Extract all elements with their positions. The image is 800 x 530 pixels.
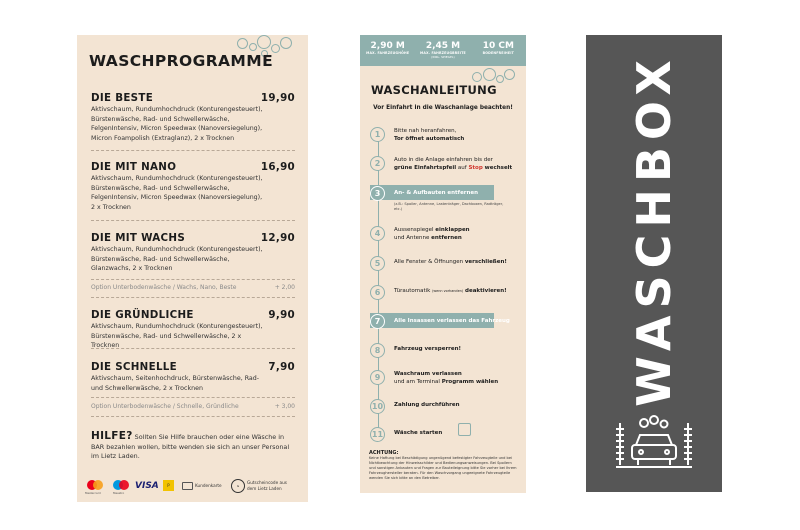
step-line: Alle Fenster & Öffnungen xyxy=(394,259,465,265)
step-number: 4 xyxy=(370,226,385,241)
step-text xyxy=(394,288,519,296)
thumbs-up-icon xyxy=(458,423,471,436)
step-number: 2 xyxy=(370,156,385,171)
program-price: 16,90 xyxy=(260,161,295,173)
program-item xyxy=(91,361,295,393)
card-icon xyxy=(182,482,193,490)
dimension-value: 10 CM xyxy=(482,41,514,51)
dimension-sub: (INKL. SPIEGEL) xyxy=(431,55,455,59)
step-number: 11 xyxy=(370,427,385,442)
step-text: Fahrzeug versperren! xyxy=(394,346,462,352)
programs-panel xyxy=(77,35,308,502)
kundenkarte-label: Kundenkarte xyxy=(195,483,222,488)
step-number: 5 xyxy=(370,256,385,271)
step-item xyxy=(370,370,520,386)
program-name: DIE GRÜNDLICHE xyxy=(91,309,194,321)
mastercard-label: Mastercard xyxy=(85,491,101,495)
program-price: 19,90 xyxy=(260,92,295,104)
program-name: DIE MIT WACHS xyxy=(91,232,186,244)
option-label: Option Unterbodenwäsche / Schnelle, Gründliche xyxy=(91,403,239,410)
program-name: DIE BESTE xyxy=(91,92,154,104)
car-wash-logo-icon xyxy=(614,415,694,475)
voucher-label: Gutscheincode aus dem Lietz Laden xyxy=(247,480,287,491)
program-description: Aktivschaum, Seitenhochdruck, Bürstenwäsche, Rad- und Schwellerwäsche, 2 x Trocknen xyxy=(91,375,260,392)
step-line: Bitte nah heranfahren, xyxy=(394,128,457,134)
step-line: und Antenne xyxy=(394,234,432,241)
program-name: DIE SCHNELLE xyxy=(91,361,177,373)
maestro-icon xyxy=(113,480,129,490)
step-line-bold: einklappen xyxy=(435,227,470,233)
step-item xyxy=(370,156,520,172)
steps-line xyxy=(378,130,379,435)
step-line: auf xyxy=(456,164,469,171)
step-number: 1 xyxy=(370,127,385,142)
visa-logo: VISA xyxy=(135,481,159,491)
step-number: 10 xyxy=(370,399,385,414)
mastercard-icon xyxy=(87,480,103,490)
stop-text: Stop xyxy=(468,164,483,171)
step-item-highlight xyxy=(370,186,520,211)
dimension-value: 2,90 M xyxy=(370,41,405,51)
program-description: Aktivschaum, Rundumhochdruck (Konturengesteuert), Bürstenwäsche, Rad- und Schwellerwäsche, FelgenIntensiv, Micron Speedwax (Nanoversiegelung), 2 x Trocknen xyxy=(91,175,263,211)
page-title: WASCHPROGRAMME xyxy=(89,52,274,70)
dimension-value: 2,45 M xyxy=(425,41,461,51)
step-line-bold: verschließen! xyxy=(464,259,507,265)
step-item xyxy=(370,343,520,359)
option-price: + 2,00 xyxy=(274,284,295,291)
step-text xyxy=(394,128,519,143)
step-item xyxy=(370,256,520,272)
warning-title: ACHTUNG: xyxy=(369,450,399,456)
step-item xyxy=(370,285,520,301)
step-line-bold: Tor öffnet automatisch xyxy=(394,135,465,142)
program-price: 12,90 xyxy=(260,232,295,244)
maestro-label: Maestro xyxy=(113,491,125,495)
warning-section xyxy=(369,451,519,481)
step-line-bold: entfernen xyxy=(431,234,462,241)
dimension-width xyxy=(415,35,470,66)
brand-title: WASCHBOX xyxy=(627,53,681,407)
divider xyxy=(91,297,295,298)
payment-methods xyxy=(85,477,303,497)
step-line: und am Terminal xyxy=(394,378,442,385)
program-name: DIE MIT NANO xyxy=(91,161,177,173)
step-line-bold: Waschraum verlassen xyxy=(394,371,462,377)
help-section xyxy=(91,432,295,462)
dimension-label: BODENFREIHEIT xyxy=(482,51,515,55)
help-title: HILFE? xyxy=(91,430,133,442)
step-text: An- & Aufbauten entfernen xyxy=(394,190,479,196)
step-text xyxy=(394,371,519,386)
instructions-subtitle: Vor Einfahrt in die Waschanlage beachten! xyxy=(373,105,513,111)
dimension-height xyxy=(360,35,415,66)
step-line-small: (wenn vorhanden) xyxy=(432,289,464,293)
dimension-label: MAX. FAHRZEUGHÖHE xyxy=(366,51,410,55)
divider xyxy=(91,416,295,417)
program-item xyxy=(91,92,295,143)
instructions-panel xyxy=(360,35,526,493)
divider xyxy=(91,279,295,280)
step-text: Wäsche starten xyxy=(394,430,443,436)
option-price: + 3,00 xyxy=(274,403,295,410)
program-description: Aktivschaum, Rundumhochdruck (Konturengesteuert), Bürstenwäsche, Rad- und Schwellerwäsche, Glanzwachs, 2 x Trocknen xyxy=(91,246,263,273)
dimension-label: MAX. FAHRZEUGBREITE xyxy=(420,51,466,55)
program-description: Aktivschaum, Rundumhochdruck (Konturengesteuert), Bürstenwäsche, Rad- und Schwellerwäsche, 2 x Trocknen xyxy=(91,323,263,350)
warning-text: Keine Haftung bei Beschädigung ungenügend befestigter Fahrzeugteile und bei Nichtbeachtung der Hinweisschilder und Bedienungsanweisungen. Bei Spoilern und sonstigen Anbauten und Fragen zur Bauteileignung bitte Sie vorher bei Ihrem Fahrzeughersteller beraten. Für den Waschvorgang ungeeignete Fahrzeugteile wenden Sie sich bitte an den Betreiber. xyxy=(369,456,517,480)
step-text xyxy=(394,227,519,242)
option-row xyxy=(91,284,295,291)
step-item xyxy=(370,226,520,242)
step-text xyxy=(394,259,519,267)
program-item xyxy=(91,232,295,274)
program-item xyxy=(91,309,295,351)
option-row xyxy=(91,403,295,410)
step-line: Türautomatik xyxy=(394,288,433,294)
step-note: (z.B.: Spoiler, Antenne, Lastenträger, Dachboxen, Radträger, etc.) xyxy=(394,202,504,211)
dimensions-bar xyxy=(360,35,526,66)
step-number: 6 xyxy=(370,285,385,300)
step-text xyxy=(394,157,519,172)
step-line-bold: wechselt xyxy=(482,164,513,171)
step-line-bold: Programm wählen xyxy=(441,378,499,385)
option-label: Option Unterbodenwäsche / Wachs, Nano, Beste xyxy=(91,284,237,291)
step-line: Auto in die Anlage einfahren bis der xyxy=(394,157,493,163)
brand-panel xyxy=(586,35,722,492)
step-item xyxy=(370,127,520,143)
help-text: Sollten Sie Hilfe brauchen oder eine Wäsche in BAR bezahlen wollen, bitte wenden sie sich an unser Personal im Lietz Laden. xyxy=(91,433,290,461)
step-line: Aussenspiegel xyxy=(394,227,436,233)
step-line-bold: deaktivieren! xyxy=(463,288,507,294)
divider xyxy=(91,220,295,221)
step-line-bold: grüne Einfahrtspfeil xyxy=(394,164,457,171)
program-price: 9,90 xyxy=(268,309,295,321)
step-text: Alle Insassen verlassen das Fahrzeug xyxy=(394,318,510,324)
step-text: Zahlung durchführen xyxy=(394,402,460,408)
step-item xyxy=(370,399,520,415)
step-item xyxy=(370,427,520,443)
divider xyxy=(91,397,295,398)
program-item xyxy=(91,161,295,212)
step-number: 8 xyxy=(370,343,385,358)
program-description: Aktivschaum, Rundumhochdruck (Konturengesteuert), Bürstenwäsche, Rad- und Schwellerwäsche, FelgenIntensiv, Micron Speedwax (Nanoversiegelung), Micron Foampolish (Extraglanz), 2 x Trocknen xyxy=(91,106,263,142)
instructions-title: WASCHANLEITUNG xyxy=(371,83,497,97)
step-number: 3 xyxy=(370,186,385,201)
step-item-highlight xyxy=(370,314,520,330)
postfinance-icon: P xyxy=(163,480,174,491)
program-price: 7,90 xyxy=(268,361,295,373)
step-number: 7 xyxy=(370,314,385,329)
step-number: 9 xyxy=(370,370,385,385)
voucher-icon: G xyxy=(231,479,245,493)
dimension-clearance xyxy=(471,35,526,66)
divider xyxy=(91,348,295,349)
divider xyxy=(91,150,295,151)
